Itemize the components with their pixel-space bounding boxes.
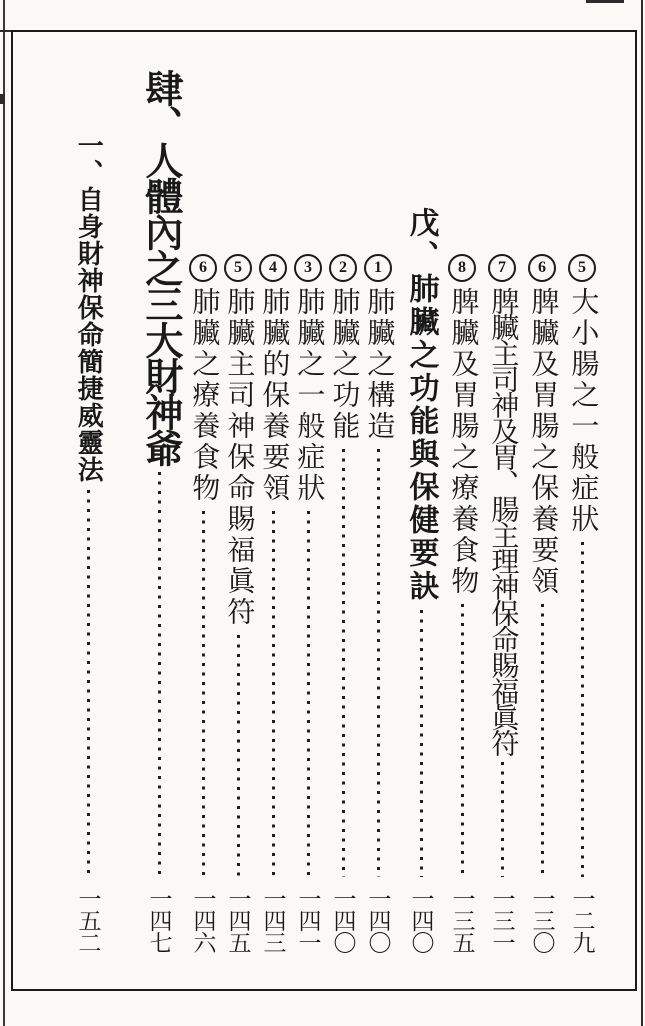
dot-leader (272, 511, 275, 877)
circled-number: 4 (259, 254, 287, 282)
circled-number: 7 (488, 254, 516, 282)
scan-edge-right (641, 0, 643, 1026)
circled-number: 5 (568, 254, 596, 282)
entry-title: 脾臟主司神及胃、腸主理神保命賜福眞符 (487, 287, 519, 755)
entry-title: 脾臟及胃腸之療養食物 (447, 287, 479, 597)
page-number: 一四七 (146, 887, 172, 953)
entry-title: 肺臟的保養要領 (258, 287, 290, 504)
toc-entry (221, 32, 255, 989)
page-number: 一四〇 (365, 887, 391, 953)
entry-title: 肺臟主司神保命賜福眞符 (223, 287, 255, 628)
circled-number: 1 (364, 254, 392, 282)
dot-leader (237, 635, 240, 877)
circled-number: 3 (294, 254, 322, 282)
toc-entry (525, 32, 559, 989)
circled-number: 6 (189, 254, 217, 282)
page-number: 一四〇 (408, 887, 434, 953)
dot-leader (581, 542, 584, 877)
toc-section-heading (403, 32, 439, 989)
scan-edge-left (3, 0, 5, 1026)
entry-title: 大小腸之一般症狀 (567, 287, 599, 535)
entry-title: 肺臟之功能 (328, 287, 360, 442)
entry-title: 肺臟之構造 (363, 287, 395, 442)
circled-number: 6 (528, 254, 556, 282)
toc-entry (485, 32, 519, 989)
page-number: 一四〇 (330, 887, 356, 953)
page-number: 一四六 (190, 887, 216, 953)
dot-leader (342, 449, 345, 877)
dot-leader (202, 511, 205, 877)
entry-title: 脾臟及胃腸之保養要領 (527, 287, 559, 597)
content-frame (11, 30, 637, 991)
page-number: 一三〇 (529, 887, 555, 953)
section-title: 戊、肺臟之功能與保健要訣 (404, 207, 438, 603)
dot-leader (420, 610, 423, 877)
page-number: 一四五 (225, 887, 251, 953)
toc-entry (291, 32, 325, 989)
toc-entry (256, 32, 290, 989)
dot-leader (377, 449, 380, 877)
scan-mark (586, 0, 624, 3)
page-number: 一三一 (489, 887, 515, 953)
toc-entry (445, 32, 479, 989)
toc-entry (565, 32, 599, 989)
chapter-title: 肆、人體內之三大財神爺 (138, 69, 181, 465)
toc-entry (326, 32, 360, 989)
toc-chapter-title (133, 32, 185, 989)
entry-title: 肺臟之療養食物 (188, 287, 220, 504)
page-number: 一四一 (295, 887, 321, 953)
dot-leader (87, 490, 90, 877)
page-number: 一五二 (75, 887, 101, 953)
toc-subheading (71, 32, 105, 989)
entry-title: 肺臟之一般症狀 (293, 287, 325, 504)
dot-leader (158, 472, 161, 877)
dot-leader (541, 604, 544, 877)
circled-number: 5 (224, 254, 252, 282)
page-number: 一三五 (449, 887, 475, 953)
page-number: 一二九 (569, 887, 595, 953)
scan-mark (0, 94, 5, 104)
toc-entry (361, 32, 395, 989)
circled-number: 8 (448, 254, 476, 282)
table-of-contents (13, 32, 635, 989)
dot-leader (461, 604, 464, 877)
toc-entry (186, 32, 220, 989)
circled-number: 2 (329, 254, 357, 282)
page-number: 一四三 (260, 887, 286, 953)
subheading-title: 一、自身財神保命簡捷威靈法 (74, 132, 104, 483)
dot-leader (307, 511, 310, 877)
dot-leader (501, 762, 504, 877)
